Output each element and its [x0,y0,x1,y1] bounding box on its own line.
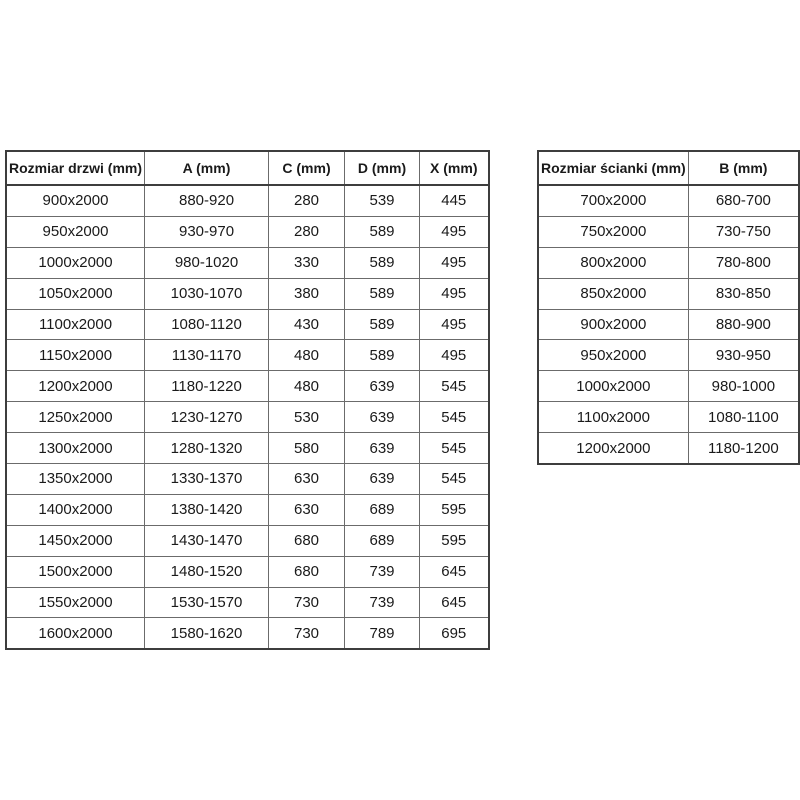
table-row [6,247,489,278]
table-cell: 380 [269,278,345,309]
table-row [6,464,489,495]
table-cell: 1000x2000 [6,247,145,278]
table-row [6,618,489,649]
table-cell: 1450x2000 [6,525,145,556]
table-cell: 639 [345,402,420,433]
table-cell: 1100x2000 [6,309,145,340]
column-header: B (mm) [688,151,799,185]
table-row [6,494,489,525]
table-cell: 630 [269,464,345,495]
header-row [6,151,489,185]
table-cell: 645 [420,556,489,587]
table-cell: 730-750 [688,216,799,247]
table-cell: 589 [345,309,420,340]
table-cell: 595 [420,494,489,525]
table-row [6,309,489,340]
table-row [6,340,489,371]
table-row [538,185,799,216]
table-cell: 980-1020 [145,247,269,278]
table-cell: 495 [420,278,489,309]
table-cell: 495 [420,340,489,371]
table-row [6,587,489,618]
table-cell: 1600x2000 [6,618,145,649]
table-cell: 800x2000 [538,247,688,278]
table-cell: 739 [345,556,420,587]
table-cell: 445 [420,185,489,216]
table-cell: 1180-1200 [688,433,799,464]
table-cell: 480 [269,371,345,402]
column-header: Rozmiar ścianki (mm) [538,151,688,185]
table-cell: 930-950 [688,340,799,371]
table-row [538,402,799,433]
table-row [6,185,489,216]
table-cell: 695 [420,618,489,649]
table-row [538,340,799,371]
table-cell: 1030-1070 [145,278,269,309]
column-header: D (mm) [345,151,420,185]
table-cell: 539 [345,185,420,216]
table-cell: 280 [269,216,345,247]
table-cell: 1130-1170 [145,340,269,371]
table-cell: 1400x2000 [6,494,145,525]
table-cell: 1500x2000 [6,556,145,587]
table-cell: 639 [345,371,420,402]
table-cell: 730 [269,587,345,618]
table-cell: 950x2000 [538,340,688,371]
table-cell: 645 [420,587,489,618]
table-cell: 880-920 [145,185,269,216]
table-row [6,216,489,247]
table-cell: 1550x2000 [6,587,145,618]
table-row [6,278,489,309]
table-cell: 1350x2000 [6,464,145,495]
table-cell: 1330-1370 [145,464,269,495]
table-cell: 1250x2000 [6,402,145,433]
table-row [538,309,799,340]
column-header: C (mm) [269,151,345,185]
table-cell: 680-700 [688,185,799,216]
table-cell: 880-900 [688,309,799,340]
table-cell: 1480-1520 [145,556,269,587]
table-cell: 1080-1120 [145,309,269,340]
table-row [6,556,489,587]
table-cell: 589 [345,340,420,371]
table-cell: 930-970 [145,216,269,247]
table-row [6,433,489,464]
table-cell: 1180-1220 [145,371,269,402]
table-cell: 589 [345,278,420,309]
table-cell: 530 [269,402,345,433]
table-cell: 545 [420,464,489,495]
table-cell: 1200x2000 [538,433,688,464]
table-cell: 545 [420,433,489,464]
table-cell: 900x2000 [538,309,688,340]
table-cell: 1050x2000 [6,278,145,309]
table-cell: 580 [269,433,345,464]
table-cell: 639 [345,464,420,495]
header-row [538,151,799,185]
table-cell: 1530-1570 [145,587,269,618]
table-cell: 689 [345,494,420,525]
door-size-table [5,150,490,650]
table-cell: 1380-1420 [145,494,269,525]
table-cell: 780-800 [688,247,799,278]
table-cell: 495 [420,216,489,247]
table-cell: 280 [269,185,345,216]
table-cell: 739 [345,587,420,618]
table-cell: 1080-1100 [688,402,799,433]
column-header: Rozmiar drzwi (mm) [6,151,145,185]
table-cell: 545 [420,371,489,402]
table-row [6,371,489,402]
table-cell: 980-1000 [688,371,799,402]
table-row [538,278,799,309]
table-cell: 789 [345,618,420,649]
table-cell: 589 [345,247,420,278]
table-cell: 1200x2000 [6,371,145,402]
table-cell: 900x2000 [6,185,145,216]
table-cell: 730 [269,618,345,649]
table-cell: 1300x2000 [6,433,145,464]
table-cell: 830-850 [688,278,799,309]
table-cell: 595 [420,525,489,556]
table-cell: 495 [420,309,489,340]
table-cell: 680 [269,556,345,587]
table-cell: 1230-1270 [145,402,269,433]
table-cell: 950x2000 [6,216,145,247]
table-row [538,433,799,464]
table-cell: 589 [345,216,420,247]
table-cell: 545 [420,402,489,433]
table-cell: 330 [269,247,345,278]
table-cell: 1100x2000 [538,402,688,433]
table-cell: 1430-1470 [145,525,269,556]
table-row [538,371,799,402]
table-cell: 495 [420,247,489,278]
table-cell: 700x2000 [538,185,688,216]
table-cell: 1280-1320 [145,433,269,464]
table-cell: 1150x2000 [6,340,145,371]
table-cell: 750x2000 [538,216,688,247]
table-cell: 630 [269,494,345,525]
table-cell: 680 [269,525,345,556]
column-header: X (mm) [420,151,489,185]
table-cell: 1580-1620 [145,618,269,649]
table-cell: 689 [345,525,420,556]
table-cell: 430 [269,309,345,340]
column-header: A (mm) [145,151,269,185]
table-row [6,402,489,433]
table-row [6,525,489,556]
table-cell: 639 [345,433,420,464]
table-row [538,247,799,278]
wall-panel-size-table [537,150,800,465]
table-cell: 480 [269,340,345,371]
table-row [538,216,799,247]
table-cell: 850x2000 [538,278,688,309]
table-cell: 1000x2000 [538,371,688,402]
